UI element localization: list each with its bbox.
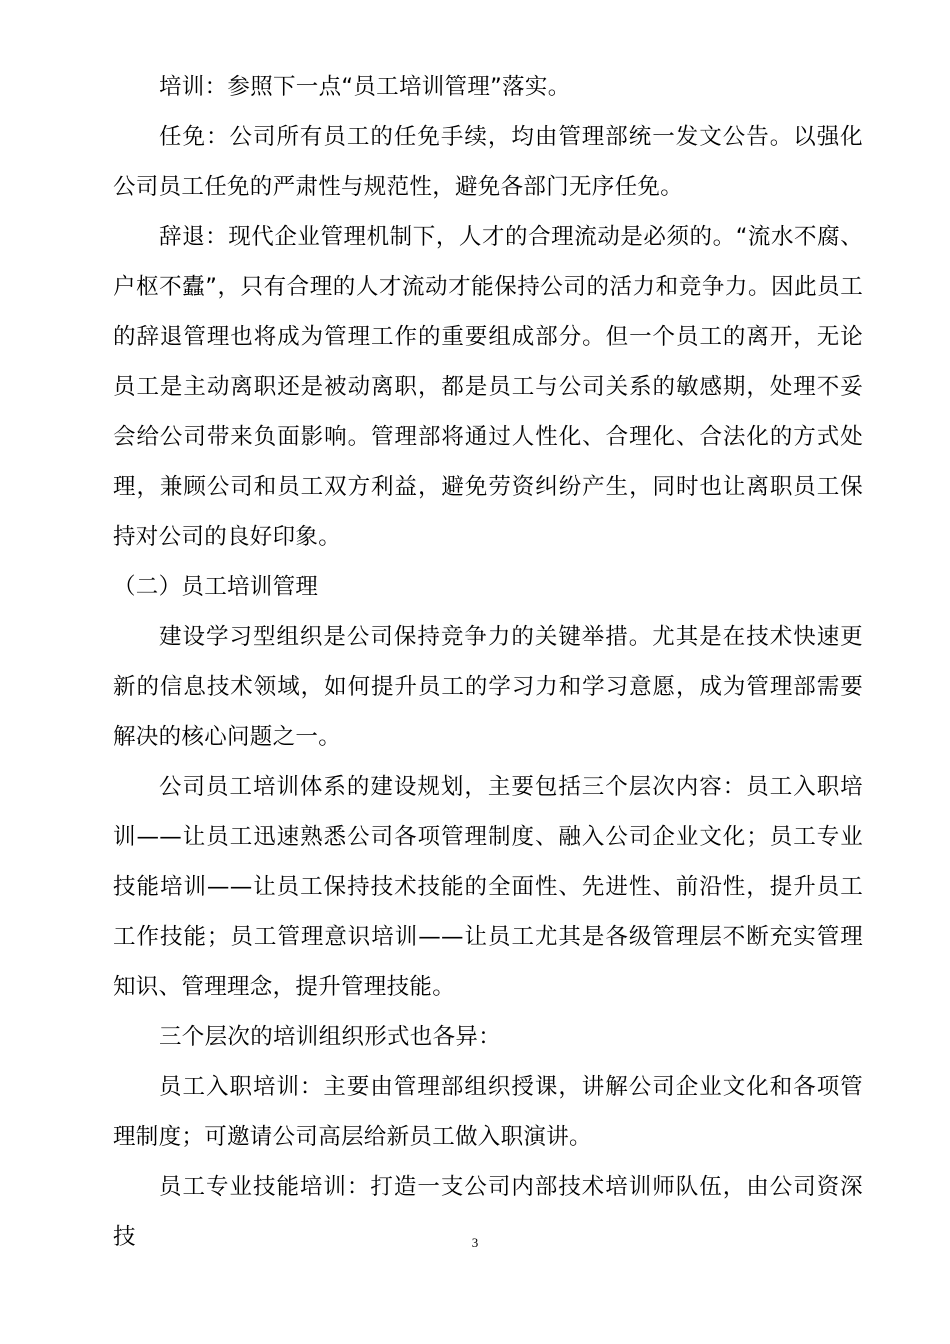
paragraph-training-forms: 三个层次的培训组织形式也各异： (159, 1024, 502, 1050)
section-heading: （二）员工培训管理 (113, 574, 319, 600)
paragraph-learning-organization: 建设学习型组织是公司保持竞争力的关键举措。尤其是在技术快速更新的信息技术领域，如何提升员工的学习力和学习意愿，成为管理部需要解决的核心问题之一。 (113, 624, 863, 750)
document-body (113, 62, 863, 1262)
paragraph-skill-training: 员工专业技能培训：打造一支公司内部技术培训师队伍，由公司资深技 (113, 1174, 863, 1250)
paragraph-dismissal: 辞退：现代企业管理机制下，人才的合理流动是必须的。“流水不腐、户枢不蠹”，只有合理的人才流动才能保持公司的活力和竞争力。因此员工的辞退管理也将成为管理工作的重要组成部分。但一个员工的离开，无论员工是主动离职还是被动离职，都是员工与公司关系的敏感期，处理不妥会给公司带来负面影响。管理部将通过人性化、合理化、合法化的方式处理，兼顾公司和员工双方利益，避免劳资纠纷产生，同时也让离职员工保持对公司的良好印象。 (113, 224, 863, 550)
page-number: 3 (471, 1235, 479, 1250)
paragraph-training: 培训：参照下一点“员工培训管理”落实。 (159, 74, 571, 100)
paragraph-appointment: 任免：公司所有员工的任免手续，均由管理部统一发文公告。以强化公司员工任免的严肃性与规范性，避免各部门无序任免。 (113, 124, 863, 200)
paragraph-onboarding-training: 员工入职培训：主要由管理部组织授课，讲解公司企业文化和各项管理制度；可邀请公司高层给新员工做入职演讲。 (113, 1074, 863, 1150)
paragraph-training-system: 公司员工培训体系的建设规划，主要包括三个层次内容：员工入职培训——让员工迅速熟悉公司各项管理制度、融入公司企业文化；员工专业技能培训——让员工保持技术技能的全面性、先进性、前沿性，提升员工工作技能；员工管理意识培训——让员工尤其是各级管理层不断充实管理知识、管理理念，提升管理技能。 (113, 774, 863, 1000)
